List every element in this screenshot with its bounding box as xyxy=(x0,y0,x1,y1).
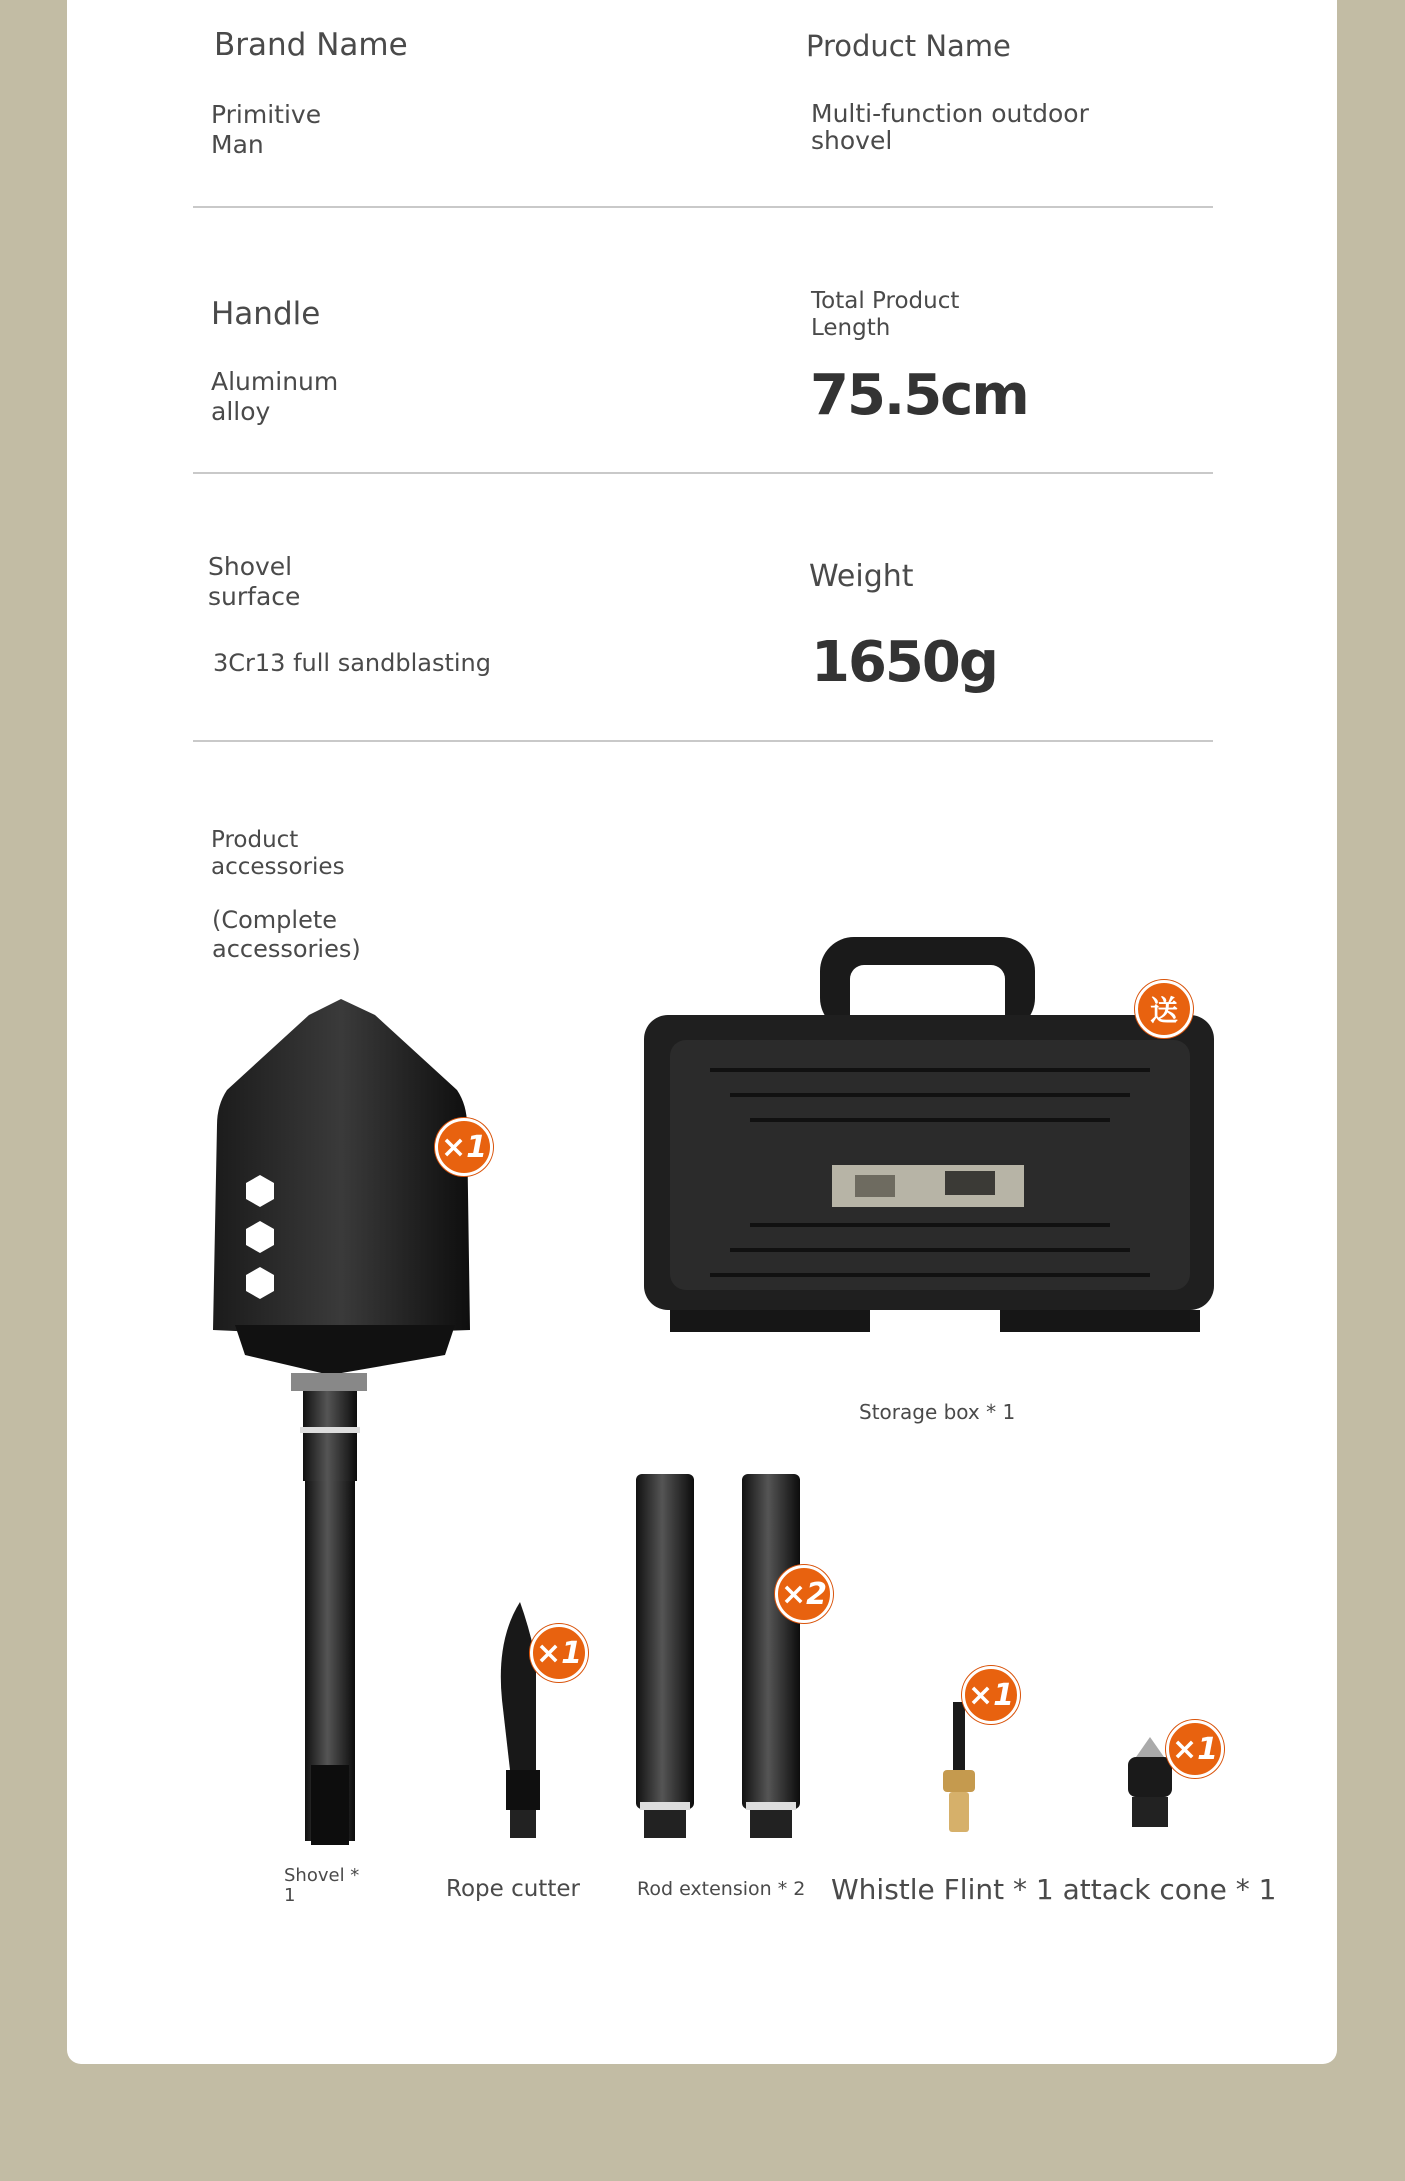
storage-box-image xyxy=(640,935,1220,1380)
accessories-heading: Product accessories xyxy=(211,827,345,880)
handle-value: Aluminum alloy xyxy=(211,367,339,426)
shovel-surface-label: Shovel surface xyxy=(208,552,301,611)
rope-cutter-qty-badge: ×1 xyxy=(530,1624,588,1682)
divider xyxy=(193,740,1213,742)
shovel-image xyxy=(205,995,485,1850)
handle-label: Handle xyxy=(211,296,321,332)
brand-name-value: Primitive Man xyxy=(211,100,322,159)
whistle-cone-caption: Whistle Flint * 1 attack cone * 1 xyxy=(831,1873,1277,1906)
storage-box-caption: Storage box * 1 xyxy=(859,1400,1016,1424)
storage-box-badge: 送 xyxy=(1135,980,1193,1038)
brand-name-label: Brand Name xyxy=(214,27,408,63)
rope-cutter-caption: Rope cutter xyxy=(446,1876,580,1902)
shovel-caption: Shovel * 1 xyxy=(284,1865,360,1906)
accessories-subheading: (Complete accessories) xyxy=(212,906,361,963)
attack-cone-qty-badge: ×1 xyxy=(1166,1720,1224,1778)
shovel-surface-value: 3Cr13 full sandblasting xyxy=(213,649,491,677)
weight-value: 1650g xyxy=(811,630,997,695)
rod-extension-image xyxy=(630,1472,810,1842)
product-name-label: Product Name xyxy=(806,29,1011,63)
rod-extension-caption: Rod extension * 2 xyxy=(637,1878,806,1900)
product-name-value: Multi-function outdoor shovel xyxy=(811,99,1089,155)
shovel-qty-badge: ×1 xyxy=(435,1118,493,1176)
divider xyxy=(193,472,1213,474)
whistle-flint-qty-badge: ×1 xyxy=(962,1666,1020,1724)
total-length-label: Total Product Length xyxy=(811,288,960,341)
weight-label: Weight xyxy=(809,559,914,594)
divider xyxy=(193,206,1213,208)
rod-extension-qty-badge: ×2 xyxy=(775,1565,833,1623)
total-length-value: 75.5cm xyxy=(810,363,1028,428)
